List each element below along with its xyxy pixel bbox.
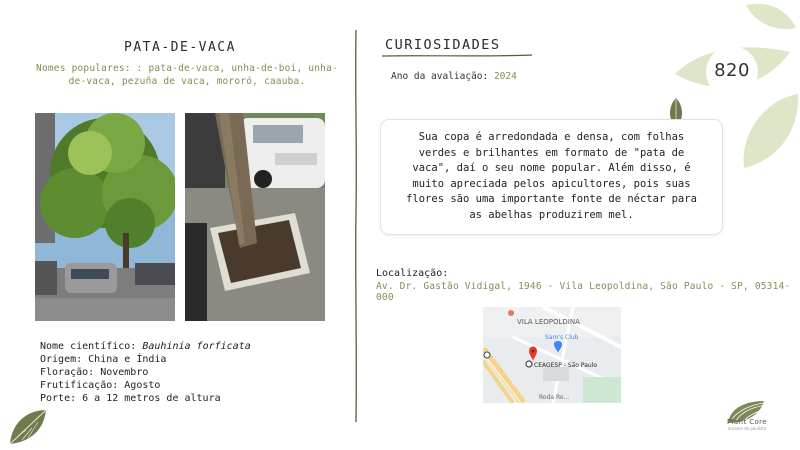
title-underline [382, 53, 532, 59]
brand-name: Plant Core [726, 418, 768, 426]
scientific-name-label: Nome científico: [40, 341, 143, 352]
plant-facts [40, 340, 251, 405]
scientific-name-value: Bauhinia forficata [142, 341, 251, 352]
location-label: Localização: [376, 268, 449, 279]
size-row: Porte: 6 a 12 metros de altura [40, 393, 221, 404]
map-place-3: Roda Ro... [539, 394, 570, 401]
map-place-2: CEAGESP - São Paulo [534, 362, 598, 369]
map-district-label: VILA LEOPOLDINA [517, 318, 580, 326]
map-place-1: Sam's Club [545, 334, 579, 341]
origin-row: Origem: China e Índia [40, 354, 167, 365]
fruiting-row: Frutificação: Agosto [40, 380, 161, 391]
flowering-row: Floração: Novembro [40, 367, 149, 378]
brand-tagline: árvores de paulista [727, 426, 767, 431]
location-map[interactable] [483, 307, 621, 403]
curiosities-title: CURIOSIDADES [385, 37, 501, 53]
vertical-divider [353, 30, 359, 422]
year-label: Ano da avaliação: [391, 71, 494, 82]
plant-title: PATA-DE-VACA [124, 40, 236, 55]
year-value: 2024 [493, 71, 517, 82]
tree-photo-canopy [35, 113, 175, 321]
tree-number: 820 [714, 60, 750, 81]
curiosity-text-box: Sua copa é arredondada e densa, com folhas verdes e brilhantes em formato de "pata de vaca", daí o seu nome popular. Além disso, é muito apreciada pelos apicultores, pois suas flores são uma importante fonte de néctar para as abelhas produzirem mel. [380, 119, 723, 235]
scientific-name-row [40, 340, 251, 353]
evaluation-year [391, 71, 517, 82]
popular-names: Nomes populares: : pata-de-vaca, unha-de-boi, unha-de-vaca, pezuña de vaca, mororó, caauba. [36, 63, 338, 87]
leaf-bottom-left-icon [0, 400, 60, 450]
location-address: Av. Dr. Gastão Vidigal, 1946 - Vila Leopoldina, São Paulo - SP, 05314-000 [376, 281, 791, 303]
tree-photo-trunk [185, 113, 325, 321]
